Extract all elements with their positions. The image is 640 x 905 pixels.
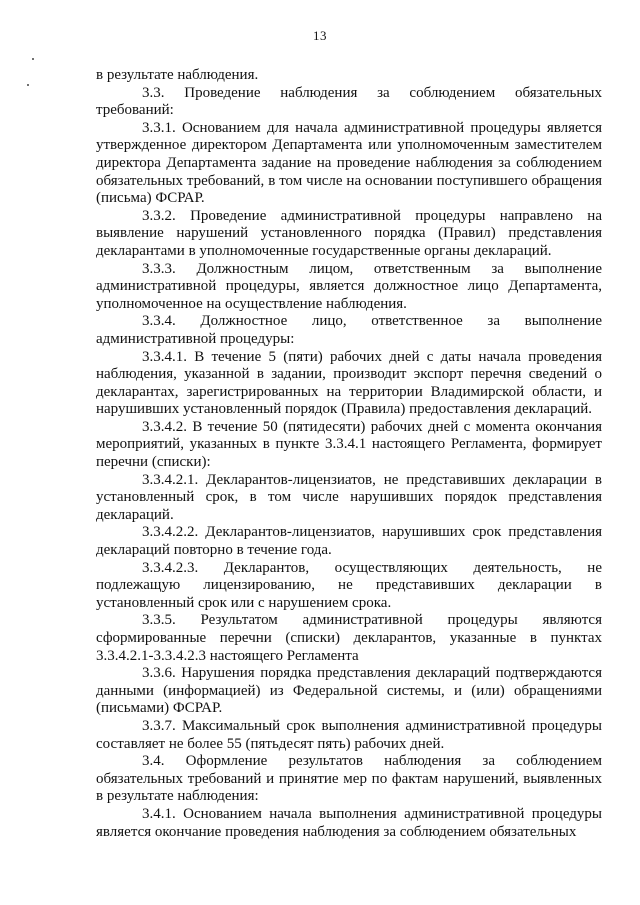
document-body [96, 67, 602, 841]
paragraph: 3.3.4.1. В течение 5 (пяти) рабочих дней с даты начала проведения наблюдения, указанной в задании, производит экспорт перечня сведений о декларантах, зарегистрированных на территории Владимирской области, и нарушивших установленный порядок (Правила) предоставления деклараций. [96, 348, 602, 418]
paragraph: 3.3. Проведение наблюдения за соблюдением обязательных требований: [96, 84, 602, 119]
paragraph: 3.3.5. Результатом административной процедуры являются сформированные перечни (списки) декларантов, указанные в пунктах 3.3.4.2.1-3.3.4.2.3 настоящего Регламента [96, 612, 602, 664]
paragraph: 3.3.6. Нарушения порядка представления деклараций подтверждаются данными (информацией) из Федеральной системы, и (или) обращениями (письмами) ФСРАР. [96, 665, 602, 717]
paragraph: в результате наблюдения. [96, 67, 259, 83]
paragraph: 3.3.7. Максимальный срок выполнения административной процедуры составляет не более 55 (пятьдесят пять) рабочих дней. [96, 717, 602, 752]
paragraph: 3.3.3. Должностным лицом, ответственным за выполнение административной процедуры, является должностное лицо Департамента, уполномоченное на осуществление наблюдения. [96, 260, 602, 312]
paragraph: 3.3.4. Должностное лицо, ответственное за выполнение административной процедуры: [96, 313, 602, 347]
paragraph: 3.3.4.2. В течение 50 (пятидесяти) рабочих дней с момента окончания мероприятий, указанных в пункте 3.3.4.1 настоящего Регламента, формирует перечни (списки): [96, 418, 602, 471]
paragraph: 3.3.4.2.3. Декларантов, осуществляющих деятельность, не подлежащую лицензированию, не представивших декларации в установленный срок или с нарушением срока. [96, 559, 602, 611]
paragraph: 3.4.1. Основанием начала выполнения административной процедуры является окончание проведения наблюдения за соблюдением обязательных [96, 805, 602, 840]
paragraph: 3.3.1. Основанием для начала административной процедуры является утвержденное директором Департамента или уполномоченным заместителем директора Департамента задание на проведение наблюдения за соблюдением обязательных требований, в том числе на основании поступившего обращения (письма) ФСРАР. [96, 119, 602, 207]
paragraph: 3.4. Оформление результатов наблюдения за соблюдением обязательных требований и принятие мер по фактам нарушений, выявленных в результате наблюдения: [96, 753, 602, 805]
paragraph: 3.3.4.2.2. Декларантов-лицензиатов, нарушивших срок представления деклараций повторно в течение года. [96, 524, 602, 559]
paragraph: 3.3.2. Проведение административной процедуры направлено на выявление нарушений установленного порядка (Правил) представления декларантами в уполномоченные государственные органы деклараций. [96, 207, 602, 259]
paragraph: 3.3.4.2.1. Декларантов-лицензиатов, не представивших декларации в установленный срок, в том числе нарушивших порядок представления деклараций. [96, 471, 602, 523]
scan-speck [27, 84, 29, 86]
page-number: 13 [313, 28, 327, 43]
scan-speck [32, 58, 34, 60]
